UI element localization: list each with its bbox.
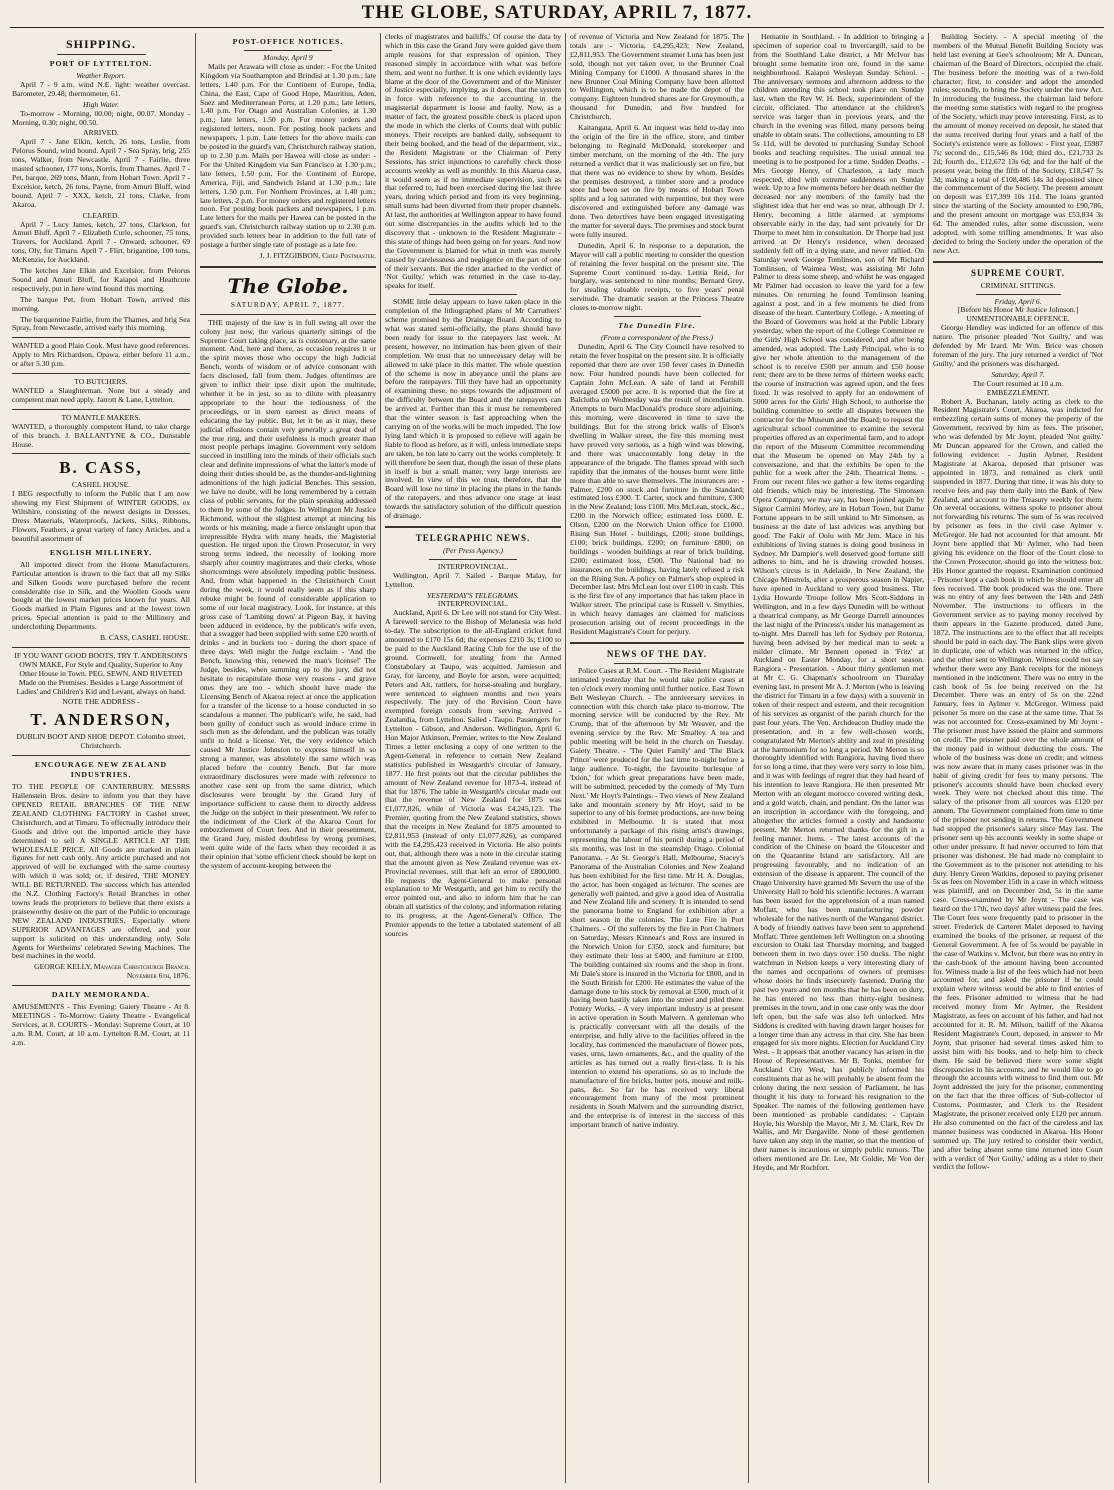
butchers-ad: WANTED a Slaughterman. None but a steady and competent man need apply. Jarrott & Lane, Lyttelton. xyxy=(12,386,190,404)
shipping-note: The barque Pet, from Hobart Town, arrived this morning. xyxy=(12,294,190,313)
dunedin-telegram: Dunedin, April 6. In response to a deputation, the Mayor will call a public meeting to consider the question of retaining the fever hospital on the present site. The Supreme Court continued to-day. Letitia Reid, for burglary, was sentenced to nine months; Bernard Grey, for stealing valuable receipts, to five years' penal servitude. The dramatic season at the Princess Theatre closes to-morrow night. xyxy=(570,240,744,313)
leader-article: THE majesty of the law is in full swing all over the colony just now, the various quarterly sittings of the Supreme Court taking place, as is customary, at the same moment. And, here and there, as occasion requires it or the spirit moves those who occupy the high Judicial Bench, words of wisdom or of advice consonant with facts disclosed, fall from them. Judges oftentimes are given to inflict their ipse dixit upon the multitude, whether it be in jest, so as to dilute with pleasantry appropriate to the hour the tediousness of the proceedings, or in stern earnest as direct means of educating the lay public. But, let it be as it may, these judicial effusions contain very generally a great deal of the true ring, and their usefulness is much greater than most people perhaps imagine. Government very seldom succeed in instilling into the minds of their officials such clear and definite impressions of what the latter's mode of doing their duties should be, as the thunder-and-lightning admonitions of the high judicial Benches. This session, we have no doubt, will be long remembered by a certain class of public servants, for the plain speaking addressed to them by some of the Judges. In Wellington Mr Justice Richmond, without the slightest attempt at mincing his words or his meaning, made a fierce onslaught upon that irrepressible Hydra with many heads, the Magisterial question. He urged upon the Crown Prosecutor, in very strong terms indeed, the necessity of looking more sharply after country magistrates and their clerks, whose shortcomings were absolutely impeding public business. And, from what happened in the Christchurch Court during the week, it would really seem as if this sharp rebuke might be found of considerable application to some of our local magistracy. Look, for instance, at this gross case of 'Lambing down' at Pigeon Bay, it having been adduced in evidence, by the publican's wife even, that a swagger had been supplied with some £20 worth of drinks - and in buckets too - during the short space of three days. Well might the Judge exclaim - 'And the Bench, knowing this, renewed the man's license!' The Judge, besides, when summing up to the jury, did not hesitate to recapitulate those very reasons - and grave ones they are too - which should have made the Licensing Bench of Akaroa reject at once the application for a transfer of the license to a house conducted in so scandalous a manner. The publican's wife, he said, had been guilty of conduct such as would induce crime in such men as the defendant, and the publican was totally unfit to hold a license. Yet, the very evidence which caused Mr Justice Johnston to express himself in so strong a manner, was absolutely the same which was placed before the country Bench. But far more extraordinary disclosures were made with reference to another case sent up from the same district, which disclosures were brought by the Grand Jury of importance sufficient to cause them to directly address the Judge on the subject in their presentment. We refer to the indictment of the Clerk of the Akaroa Court for embezzlement of Court fees. And in their presentment, the Grand Jury, misled doubtless by wrong premises, went quite wide of the facts when they recorded it as their opinion that 'some efficient check should be kept on the system of account-keeping between the xyxy=(200,317,376,871)
saturday-heading: Saturday, April 7. xyxy=(991,369,1045,379)
kaitangata-fire: Kaitangata, April 6. An inquest was held to-day into the origin of the fire in the office, store, and timber belonging to Reginald McDonald, storekeeper and timber merchant, on the morning of the 4th. The jury returned a verdict that it was maliciously set on fire, but that there was no evidence to show by whom. Besides the premises destroyed, a timber store and a produce store had been set on fire by means of Hobart Town splits and a log saturated with turpentine, but they were discovered and extinguished before any damage was done. Two detectives have been engaged investigating the matter for several days. The premises and stock burnt were fully insured. xyxy=(570,123,744,239)
telegraphic-heading: TELEGRAPHIC NEWS. xyxy=(415,532,531,543)
mantle-heading: TO MANTLE MAKERS. xyxy=(61,412,141,422)
memoranda-heading: DAILY MEMORANDA. xyxy=(51,990,151,1000)
press-agency: (Per Press Agency.) xyxy=(442,545,504,555)
millinery-heading: ENGLISH MILLINERY. xyxy=(49,547,153,557)
court-text-2: Robert A. Buchanan, lately acting as clerk to the Resident Magistrate's Court, Akaroa, was indicted for embezzling certain sums of money the property of the Government, received by him as fees. The prisoner, who was defended by Mr Joynt, pleaded 'Not guilty.' Mr Duncan appeared for the Crown, and called the following evidence: - Justin Aylmer, Resident Magistrate at Akaroa, deposed that prisoner was appointed in 1873, and remained as clerk until suspended in 1877. During that time, it was his duty to receive fees and pay them daily into the Bank of New Zealand, and account to the Treasury weekly for them. On several occasions, witness spoke to prisoner about not forwarding his returns. The sum of 5s was received by prisoner as fees in the civil case Aylmer v. McGregor. He had not accounted for that amount. Mr Joynt here applied that Mr Aylmer, who had been giving his evidence on the floor of the Court close to the Crown Prosecutor, should go into the witness box. His Honor granted the request. Examination continued - Prisoner kept a cash book in which he should enter all fees received. The book produced was the one. There was no entry of any fees between the 14th and 24th November. The instructions to officers in the Government service as to paying money received by them appears in the Gazette produced, dated June, 1872. The instructions are to the effect that all receipts should be paid in each day. The Bank slips were given in duplicate, one of which was returned in the office, and the other sent to Wellington. Witness could not say whether there were any Bank receipts for the moneys mentioned in the indictment. There was no entry in the cash book of 5s fee being received on the 1st December. There was an entry of 5s on the 22nd January, fees in Aylmer v. McGregor. Witness paid prisoner 5s more on the case at the same time. That 5s was not accounted for. Cross-examined by Mr Joynt - The prisoner must have issued the plaint and summons on credit. The prisoner paid over the whole amount of the money paid in without deducting the costs. The whole of the business was done on credit; and witness was now aware that in many cases prisoner was in the habit of giving credit for fees to many persons. The prisoner's accounts should have been checked every week. They were not checked about this time. The salary of the prisoner from all sources was £120 per annum. The Government complained from time to time of the prisoner not sending in returns. The Government had stopped the prisoner's salary since May last. The prisoner sent up his accounts weekly in some shape or other under pressure. It had never occurred to him that prisoner was dishonest. He had made no complaint to the Government as to the prisoner not attending to his duty. Henry Green Watkins, deposed to paying prisoner 5s as fees on November 15th in a case in which witness was plaintiff, and on December 2nd, 5s in the same case. Cross-examined by Mr Joynt - The case was heard on the 17th, two days' after witness paid the fees. The Court fees were frequently paid to prisoner in the street. Frederick de Carteret Malet deposed to having examined the books of the prisoner, at request of the General Government. A fee of 5s would be payable in the case of Watkins v. McIvor, but there was no entry in the cash-book of the amount having been accounted for. Witness made a list of the fees which had not been accounted for, and asked the prisoner if he could explain where witness would be able to find entries of the fees. Prisoner admitted to witness that he had received money from Mr Aylmer, the Resident Magistrate, as fees on account of his father, and had not accounted for it. R. M. Milson, bailiff of the Akaroa Resident Magistrate's Court, deposed, in answer to Mr Joynt, that prisoner had several times asked him to assist him with his books, and to help him to check them. He said he believed there were some slight discrepancies in his accounts, and he would like to go through the accounts with witness to find them out. Mr Joynt addressed the jury for the prisoner, commenting on the fact that the three offices of Sub-collector of Customs, Postmaster, and Clerk to the Resident Magistrate, the prisoner received only £120 per annum. He also commented on the fact of the careless and lax manner business was conducted in Akaroa. His Honor summed up. The jury retired to consider their verdict, and after being absent some time returned into Court with a verdict of 'Not Guilty,' adding as a rider to their verdict the follow- xyxy=(933,396,1103,1172)
anderson-name: T. ANDERSON, xyxy=(30,710,172,730)
weather-heading: Weather Report. xyxy=(76,71,126,80)
newspaper-title: The Globe. xyxy=(227,273,349,298)
friday-heading: Friday, April 6. xyxy=(994,296,1042,306)
anderson-ad: IF YOU WANT GOOD BOOTS, TRY T. ANDERSON'S OWN MAKE, For Style and Quality, Superior to Any Other House in Town. PEG, SEWN, AND RIVETED Made on the Premises. Besides a Large Assortment of Ladies' and Children's Kid and Levant, always on hand. xyxy=(14,650,188,696)
column-divider xyxy=(928,33,929,1483)
yesterday-heading: YESTERDAY'S TELEGRAMS. xyxy=(427,590,519,600)
wellington-telegram: Wellington, April 7. Sailed - Barque Malay, for Lyttelton. xyxy=(385,570,561,589)
encourage-ad: TO THE PEOPLE OF CANTERBURY. MESSRS Hallenstein Bros. desire to inform you that they have OPENED RETAIL BRANCHES OF THE NEW ZEALAND CLOTHING FACTORY in Cashel street, Christchurch, and at Timaru. To effectually introduce their Goods and drive out the imported article they have determined to sell A SINGLE ARTICLE AT THE WHOLESALE PRICE. All Goods are marked in plain figures for nett cash only. Any article purchased and not approved of will be exchanged with the same courtesy with which it was sold; or, if desired, THE MONEY WILL BE RETURNED. The success which has attended the N.Z. Clothing Factory's Retail Branches in other towns leads the proprietors to believe that there exists a praiseworthy desire on the part of the Public to encourage NEW ZEALAND INDUSTRIES, Especially where SUPERIOR ADVANTAGES are offered, and your support is solicited on this understanding only. Sole Agents for Wertheims' celebrated Sewing Machines. The best machines in the world. xyxy=(12,782,190,961)
cass-house: CASHEL HOUSE. xyxy=(71,480,131,490)
fire-heading: The Dunedin Fire. xyxy=(618,321,696,331)
encourage-signature: GEORGE KELLY, Manager Christchurch Branch. November 6th, 1876. xyxy=(34,962,190,981)
interprovincial-heading-2: INTERPROVINCIAL. xyxy=(437,599,509,609)
weather-report: April 7 - 9 a.m. wind N.E. light: weather overcast. Barometer, 29.48; thermometer, 61. xyxy=(12,79,190,98)
high-water-heading: High Water. xyxy=(82,99,119,109)
notices-day: Monday, April 9 xyxy=(263,53,313,62)
high-water-text: To-morrow - Morning, 00.00; night, 00.07. Monday - Morning, 0.30; night, 00.50. xyxy=(12,108,190,127)
interprovincial-heading: INTERPROVINCIAL. xyxy=(437,561,509,571)
offence-heading: UNMENTIONABLE OFFENCE. xyxy=(966,314,1070,324)
column-divider xyxy=(195,33,196,1483)
before-judge: [Before his Honor Mr Justice Johnson.] xyxy=(957,305,1079,315)
cass-name: B. CASS, xyxy=(59,458,143,478)
column-3 xyxy=(385,33,561,1483)
butchers-heading: TO BUTCHERS. xyxy=(74,377,128,387)
cleared-list: April 7 - Lucy James, ketch, 27 tons, Clarkson, for Amuri Bluff. April 7 - Elizabeth Curle, schooner, 75 tons, Travers, for Auckland. April 7 - Onward, schooner, 69 tons, Oly, for Timaru. April 7 - Flirt, brigantine, 100 tons, McKenzie, for Auckland. xyxy=(12,219,190,265)
notices-heading: POST-OFFICE NOTICES. xyxy=(232,37,344,46)
embezzlement-heading: EMBEZZLEMENT. xyxy=(986,387,1050,397)
supreme-court-heading: SUPREME COURT. xyxy=(970,267,1066,278)
column-4 xyxy=(570,33,744,1483)
column-divider xyxy=(748,33,749,1483)
criminal-heading: CRIMINAL SITTINGS. xyxy=(980,280,1056,290)
news-text: Police Cases at R.M. Court. - The Resident Magistrate intimated yesterday that he would take police cases at ten o'clock every morning until further notice. East Town Belt Wesleyan Church. - The anniversary services in connection with this church take place to-morrow. The morning service will be conducted by the Rev. Mr Crump, that of the afternoon by Mr Weaver, and the evening service by the Rev. Mr Smalley. A tea and public meeting will be held in the church on Tuesday. Gaiety Theatre. - 'The Quiet Family' and 'The Black Prince' were produced for the last time to-night before a large audience. To-night, the favourite burlesque of 'Ixion,' for which great preparations have been made, will be submitted, preceded by the comedy of 'My Turn Next.' Mr Hoyt's Paintings. - Two views of New Zealand lake and mountain scenery by Mr Hoyt, said to be superior to any of his former productions, are now being exhibited in Melbourne. It is stated that most unfortunately a package of this rising artist's drawings, representing the labour of his pencil during a period of six months, was lost in the steamship Otago. Colonial Panorama. - At St. George's Hall, Melbourne, Stacey's Panorama of the Australian Colonies and New Zealand has been exhibited for the first time. Mr H. A. Douglas, the actor, has been engaged as lecturer. The scenes are generally well painted, and give a good idea of Australia and New Zealand life and scenery. It is intended to send the panorama home to England for exhibition after a short season in the colonies. The Late Fire in Port Chalmers. - Of the sufferers by the fire in Port Chalmers on Saturday, Messrs Kinnear's and Ross are insured in the Norwich Union for £350, stock and furniture; but they estimate their loss at £400, and furniture at £100. The building contained six rooms and the shop in front. Mr Dale's store is insured in the Victoria for £800, and in the South British for £200. He estimates the value of the damage done to his stock by removal at £500, much of it having been hastily taken into the street and piled there. Pottery Works. - A very important industry is at present in active operation in South Malvern. A gentleman who is practically conversant with all the details of the enterprise, and fully alive to the facilities offered in the locality, has commenced the manufacture of flower pots, vases, urns, lawn ornaments, &c., and the quality of the articles as has turned out a really first-class. It is his intention to extend his operations, so as to include the manufacture of fire bricks, butter pots, mouse and milk-pans, &c. So far he has received very liberal encouragement from many of the most prominent residents in South Malvern and the surrounding district, and the enterprise is of interest in the success of this important branch of native industry. xyxy=(570,665,744,1130)
notices-signature: J. J. FITZGIBBON, Chief Postmaster. xyxy=(259,250,376,260)
column-divider xyxy=(380,33,381,1483)
notices-text: Mails per Arawata will close as under: - For the United Kingdom via Southampton and Brindisi at 1.30 p.m.; late letters, 1.40 p.m. For the Continent of Europe, India, China, the East, Cape of Good Hope, Mauritius, Aden, Suez and Mediterranean Ports, at 1.20 p.m.; late letters, 1.40 p.m. For Otago and Australian Colonies, at 1.30 p.m.; late letters, 1.50 p.m. For money orders and registered letters, noon. For posting book packets and newspapers, 1 p.m. Late letters for the above mails can be posted in the guard's van, Christchurch railway station, up to 2.30 p.m. Mails per Hawea will close as under: - For the United Kingdom via San Francisco at 1.30 p.m.; late letters, 1.50 p.m. For the Continent of Europe, America, Fiji, and Sandwich Island at 1.30 p.m.; late letters, 1.50 p.m. For Northern Provinces, at 1.40 p.m.; late letters, 2 p.m. For money orders and registered letters noon. For posting book packets and newspapers, 1 p.m. Late letters for the mails per Hawea can be posted in the guard's van, Christchurch railway station up to 2.30 p.m. provided such letters bear in addition to the full rate of postage a further single rate of postage as a late fee. xyxy=(200,61,376,250)
anderson-address: DUBLIN BOOT AND SHOE DEPOT. Colombo street, Christchurch. xyxy=(16,732,186,751)
building-society: Building Society. - A special meeting of the members of the Mutual Benefit Building Society was held last evening at Gee's schoolroom; Mr A. Duncan, chairman of the Board of Directors, occupied the chair. The business before the meeting was of a two-fold character; first, to consider and adopt the amended rules; secondly, to bring the Society under the new Act. In introducing the business, the chairman laid before the meeting some statistics with regard to the progress of the Society, which may prove interesting. First, as to the amount of money received on deposit, he stated that the sums received during four years and a half of the Society's existence were as follows: - First year, £5987 7s; second do., £15,546 8s 10d; third do., £21,733 2s 2d; fourth do., £12,672 13s 6d; and for the half of the present year, being the fifth of the Society, £18,547 5s 3d; making a total of £108,486 14s 3d deposited since the commencement of the Society. The present amount on deposit was £17,399 10s 11d. The loans granted since the starting of the Society amounted to £90,786, and the present amount on mortgage was £53,834 3s 6d. The amended rules, after some discussion, were adopted, with some trifling amendments. It was also decided to bring the Society under the operation of the new Act. xyxy=(933,33,1103,255)
shipping-note: The barquentine Fairlie, from the Thames, and brig Sea Spray, from Newcastle, arrived early this morning. xyxy=(12,314,190,333)
cass-ad: I BEG respectfully to inform the Public that I am now showing my First Shipment of WINTER GOODS, ex Wiltshire, consisting of the newest designs in Dresses, Dress Materials, Waterproofs, Jackets, Silks, Ribbons, Flowers, Feathers, a great variety of fancy Articles, and a beautiful assortment of xyxy=(12,489,190,543)
dateline: SATURDAY, APRIL 7, 1877. xyxy=(230,299,346,309)
shipping-heading: SHIPPING. xyxy=(65,37,136,51)
leader-continued: clerks of magistrates and bailiffs.' Of course the data by which in this case the Grand Jury were guided gave them ample reasons for that expression of opinion. They reasoned simply in accordance with what was before them, and went no further. It is one which evidently lays blame at the door of the Government and of the Minister of Justice especially, implying, as it does, that the system in force with reference to the accounting in the magisterial department is loose and faulty. Now, as a matter of fact, the greatest possible check is placed upon the mode in which the clerks of Courts deal with public moneys. Their receipts are banked daily, subsequent to their being booked, and the head of the department, viz., the Resident Magistrate or the Chairman of Petty Sessions, has strict injunctions to carefully check those accounts weekly as well as monthly. In this Akaroa case, it would seem as if no immediate supervision, such as that referred to, had been exercised during the last three years, during which period and from its very beginning, small sums had been diverted from their proper channels. At last, the authorities at Wellington appear to have found out some discrepancies in the audits which led to the discovery that - unknown to the Resident Magistrate - this state of things had been going on for years. And now the Government is blamed for what in truth was merely caused by carelessness and negligence on the part of one of their servants. But the rider attached to the verdict of 'Not Guilty,' which was returned in the case to-day, speaks for itself. xyxy=(385,33,561,291)
memoranda-text: AMUSEMENTS - This Evening: Gaiety Theatre - At 8. MEETINGS - To-Morrow: Gaiety Theatre - Evangelical Services, at 8. COURTS - Monday: Supreme Court, at 10 a.m. R.M. Court, at 10 a.m. Lyttelton R.M. Court, at 11 a.m. xyxy=(12,1002,190,1047)
masthead: THE GLOBE, SATURDAY, APRIL 7, 1877. xyxy=(361,2,753,23)
arrived-heading: ARRIVED. xyxy=(83,128,119,138)
mantle-ad: WANTED, a thoroughly competent Hand, to take charge of this branch. J. BALLANTYNE & CO., Dunstable House. xyxy=(12,421,190,449)
telegrams-text: Auckland, April 6. Dr Lee will not stand for City West. A farewell service to the Bishop of Melanesia was held to-day. The subscription to the all-England cricket fund amounted to £170 15s 6d; the expenses £210 3s; £100 to be paid to the Auckland Racing Club for the use of the ground. Cornwell, for stealing from the Armed Constabulary at Taupo, was acquitted. Jamieson and Gray, for larceny, and Boyle for arson, were acquitted; Peters and Alt, rattlers, for horse-stealing and burglary, were sentenced to eighteen months and two years respectively. The jury of the Revision Court have exempted foreign consuls from serving. Arrived - Zealandia, from Lyttelton. Sailed - Taupo. Passengers for Lyttelton - Gibson, and Anderson. Wellington, April 6. Hon Major Atkinson, Premier, writes to the New Zealand Times a letter enclosing a copy of one written to the Agent-General in reference to certain New Zealand statistics published in Westgarth's circular of January, 1877. He first points out that the circular publishes the amount of New Zealand revenue for 1873-4, instead of that for 1876. The table in Westgarth's circular made out that the revenue of New Zealand for 1875 was £1,077,826, while of Victoria was £4,245,123. The Premier, quoting from the New Zealand statistics, shows that the receipts in New Zealand for 1875 amounted to £2,811,953 (instead of only £1,077,826), as compared with the £4,295,423 received in Victoria. He also points out, that, although there was a note in the circular stating that the amount given as New Zealand revenue was ex-Provincial revenues, still that left an error of £800,000. He requests the Agent-General to make personal explanation to Mr Westgarth, and get him to rectify the error pointed out, and also to inform him that he can obtain all statistics of the colony, and information relating to its progress, at the Agent-General's Office. The Premier appends to the letter a tabulated statement of all sources xyxy=(385,608,561,938)
cleared-heading: CLEARED. xyxy=(82,210,120,220)
fire-subheading: (From a correspondent of the Press.) xyxy=(600,333,714,343)
local-news-text: Hematite in Southland. - In addition to bringing a specimen of superior coal to Invercargill, said to be from the Southland Lake district, a Mr McIvor has brought some hematite iron ore, found in the same neighbourhood. Kaiapoi Wesleyan Sunday School. - The anniversary sermons and afternoon address to the children attending this school took place on Sunday last, when the Rev W. H. Beck, superintendent of the circuit, officiated. The attendance at the children's service was larger than in previous years, and the church in the evening was filled, many persons being unable to obtain seats. The collections, amounting to £8 5s 11d, will be devoted to purchasing Sunday School books and teaching requisites. The usual annual tea meeting is to be postponed for a time. Sudden Deaths. - Mrs George Henry, of Charleston, a lady much respected, died with extreme suddenness on Sunday week. Up to a few moments before her death neither the deceased nor any members of the family had the slightest idea that her end was so near, although Dr J. Henry, becoming a little alarmed at symptoms observable early in the day, had sent privately for Dr Thorpe to meet him in consultation. Dr Thorpe had just arrived at Dr Henry's residence, when deceased suddenly fell off in a dying state, and never rallied. On Saturday week George Tomlinson, son of Mr Richard Tomlinson, of Waimea West, was assisting Mr John Palmer to dress some sheep, and whilst he was engaged Mr Palmer had occasion to leave the yard for a few minutes. On returning he found Tomlinson leaning against a post, and in a few moments he died from disease of the heart. Canterbury College. - A meeting of the Board of Governors was held at the Public Library yesterday, when the report of the College Committee re the Girls' High School was considered, and after being amended, was adopted. The Lady Principal, who is to give her whole attention to the management of the school is to receive £500 per annum and £50 house rent; there are to be three terms of thirteen weeks each; the course of instruction was agreed upon, and the fees fixed. It was resolved to apply for an endowment of 5000 acres for the Girls' High School, to authorise the building committee to settle all disputes between the contractor for the Museum and the Board; to request the agricultural school committee to examine the several properties offered as an experimental farm, and to adopt the report of the Museum Committee recommending that the Museum be opened on May 24th by a conversazione, and that the exhibits be open to the public for a week after the 24th. Theatrical Items. - From our recent files we gather a few items regarding old friends, which may be interesting. The Simonsen Opera Company, we may say, has been joined again by Signor Carmini Morley, are in Hobart Town, but Dame Fortune appears to be still unkind to Mr Simonsen, as business at the date of last advices was anything but good. The Fakir of Oolu with Mr Jem. Mace in his exhibitions of living statues is doing good business in Sydney. Mr Dampier's well deserved good fortune still adheres to him, and he is drawing crowded houses. Wilson's circus is in Adelaide. In New Zealand, the Chicago Minstrels, after a prosperous season in Napier, have opened in Auckland to very good business. The Lydia Howarde Troupe follow Mrs Scott-Siddons in Wellington, and in a few days Dunedin will be without a theatrical company, as Mr George Darrell announces the last night of the Princess's under his management as to-night. Mrs Darrell has left for Sydney per Rotorua, having been advised by her medical man to seek a milder climate. Mr Bennett opened in 'Fritz' at Auckland on Easter Monday, for a short season. Rangiora - Presentation. - About thirty gentlemen met at Mr C. G. Chapman's schoolroom on Thursday evening last, to present Mr A. J. Merton (who is leaving the district for Timaru in a few days) with a souvenir in token of their respect and esteem, and their recognition of his services as organist of the parish church for the past four years. The Ven. Archdeacon Dudley made the presentation, and in a few well-chosen words, congratulated Mr Merton's ability and zeal in presiding at the harmonium for so long a period. Mr Merton is so thoroughly identified with Rangiora, having lived there for so long a time, that they were very sorry to lose him, and it was with feelings of regret that they had heard of his intention to leave Rangiora. He then presented Mr Merton with an elegant morocco covered writing desk, and a gold watch, chain, and pendant. On the latter was an inscription in accordance with the foregoing, and altogether the articles formed a costly and handsome present. Mr Merton returned thanks for the gift in a feeling manner. Items. - The latest accounts of the condition of the Chinese on board the Gloucester and on the Quarantine Island are satisfactory. All are progressing favourably, and no indication of an extension of the disease is apparent. The council of the Otago University have granted Mr Severn the use of the University Hall to hold his scientific lectures. A warrant has been issued for the apprehension of a man named Moffatt, who has been manufacturing powder wholesale for the natives north of the Wanganui district. A body of friendly natives have been sent to apprehend Moffatt. Three gentlemen left Wellington on a shooting excursion to Otaki last Thursday morning, and bagged between them in two days over 150 ducks. The night watchman in Nelson keeps a very interesting diary of the names and occupations of owners of premises whose doors he finds insecurely fastened. During the past two years and ten months that he has been on duty, he has entered no less than thirty-eight business premises in the town, and in one case only was the door left open, but the safe was also left unlocked. Mrs Siddons is credited with having drawn larger houses for a longer time than any actress in that city. She has been engaged for six more nights. Election for Auckland City West. - It appears that another vacancy has arisen in the House of Representatives. Mr B. Tonks, member for Auckland City West, has publicly informed his constituents that as he will probably be absent from the colony during the next session of Parliament, he has thought it his duty to forward his resignation to the Speaker. The names of the following gentlemen have been mentioned as probable candidates: - Captain Hoyle, his Worship the Mayor, Mr J. M. Clark, Rev Dr Wallis, and Mr Dargaville. None of these gentlemen have taken any step in the matter, so that the mention of their names is incautious or simply public rumors. The others mentioned are Dr. Lee, Mr Goldie, Mr Von der Heyde, and Mr Rochfort. xyxy=(753,33,924,1173)
court-resumed: The Court resumed at 10 a.m. xyxy=(972,378,1064,388)
arrived-list: April 7 - Jane Elkin, ketch, 26 tons, Leslie, from Pelorus Sound, wind bound. April 7 - Sea Spray, brig, 255 tons, Walker, from Newcastle. April 7 - Fairlie, three masted schooner, 177 tons, Norris, from Thames. April 7 - Pet, barque, 269 tons, Mann, from Hobart Town. April 7 - Excelsior, ketch, 26 tons, Payne, from Amuri Bluff, wind bound. April 7 - XXX, ketch, 21 tons, Clarke, from Akaroa. xyxy=(12,137,190,209)
column-6 xyxy=(933,33,1103,1483)
millinery-text: All imported direct from the Home Manufacturers. Particular attention is drawn to the fact that all my Silks and Silken Goods were purchased before the recent considerable rise in Silk, and the Woollen Goods were bought at the lowest market prices known for years. All Goods marked in Plain Figures and at the lowest town prices. Special attention is paid to the Millinery and underclothing Departments. xyxy=(12,559,190,632)
column-divider xyxy=(565,33,566,1483)
masthead-rule xyxy=(10,27,1104,28)
court-text-1: George Hendley was indicted for an offence of this nature. The prisoner pleaded 'Not Guilty,' and was defended by Mr Izard. Mr Wm. Brice was chosen foreman of the jury. The jury returned a verdict of 'Not Guilty,' and the prisoners was discharged. xyxy=(933,323,1103,368)
revenue-continued: of revenue of Victoria and New Zealand for 1875. The totals are - Victoria, £4,295,423; New Zealand, £2,811,953. The Government steamer Luna has been just sold, though not yet taken over, to the Brunner Coal Mining Company for £1000. A thousand shares in the new Brunner Coal Mining Company have been allotted to Wellington, which is to be made the depot of the company. Eighteen hundred shares are for Greymouth, a thousand for Dunedin, and five hundred for Christchurch. xyxy=(570,33,744,122)
encourage-heading: ENCOURAGE NEW ZEALAND INDUSTRIES. xyxy=(34,760,168,780)
cass-signature: B. CASS, CASHEL HOUSE. xyxy=(99,633,190,643)
column-2 xyxy=(200,33,376,1483)
fire-text: Dunedin, April 6. The City Council have resolved to retain the fever hospital on the present site. It is officially reported that there are over 150 fever cases in Dunedin now. Four hundred pounds have been collected for Captain John McLean. A sale of land at Fernhill averaged £5000 per acre. It is reported that the fire at Balclutha on Wednesday was the result of incendiarism. Attempts to burn MacDonald's produce store adjoining, this morning, were discovered in time to save the buildings. But for the strong brick walls of Elson's dwelling in Walker street, the fire this morning must have proved very serious, as a high wind was blowing, and there was unaccountably long delay in the appearance of the brigade. The flames spread with such rapidity that the inmates of the houses burnt were little more than able to save themselves. The insurances are: - Palmer, £200 on stock and furniture in the Standard; estimated loss £300. T. Carter, stock and furniture, £300 in the New Zealand; loss £100. Mrs McLean, stock, &c., £200 in the Norwich office; estimated loss £600. E. Olson, £200 on the Norwich Union office for £1000. Rising Sun Hotel - buildings, £200; stone buildings, £100; brick buildings, £200; on furniture £800; on buildings - wooden buildings at rear of brick building, £200; estimated loss, £500. The National had no insurances on the buildings, having lately refused a risk on the Rising Sun. A policy on Palmer's shop expired in December last. Mrs McLean lost over £100 in cash. This is the first fire of any importance that has taken place in Walker street. The principal case is Russell v. Smythies, in which heavy damages are claimed for malicious prosecution arising out of recent proceedings in the Resident Magistrate's Court for perjury. xyxy=(570,342,744,636)
column-1 xyxy=(12,33,190,1483)
news-heading: NEWS OF THE DAY. xyxy=(606,648,708,659)
shipping-note: The ketches Jane Elkin and Excelsior, from Pelorus Sound and Amuri Bluff, for Kaiapoi and Heathcote respectively, put in here wind bound this morning. xyxy=(12,266,190,293)
wanted-cook-ad: WANTED a good Plain Cook. Must have good references. Apply to Mrs Richardson, Opawa, either before 11 a.m., or after 5.30 p.m. xyxy=(12,341,190,369)
port-heading: PORT OF LYTTELTON. xyxy=(49,59,153,68)
column-5 xyxy=(753,33,924,1483)
note-address: NOTE THE ADDRESS - xyxy=(62,697,140,707)
drainage-article: SOME little delay appears to have taken place in the completion of the lithographed plans of Mr Carruthers' scheme promised by the Drainage Board. According to what was stated semi-officially, the plans should have been ready for issue to the ratepayers last week. At present, however, no intimation has been given of their completion. We trust that no unnecessary delay will be allowed to take place in this matter. The whole question of the scheme is now in abeyance until the plans are before the ratepayers. Till they have had an opportunity of examining these, no steps towards the adjustment of the difficulty between the Board and the ratepayers can be arrived at. Further than this it must be remembered that the winter season is fast approaching when the carrying on of the works will be much impeded. The low lying land which it is proposed to relieve will again be liable to flood as before, as it will, unless immediate steps are taken, be too late to carry out the works completely. It will therefore be seen that, though the issue of these plans in itself is but a small matter, very large interests are involved. In view of this we trust, therefore, that the Board will lose no time in placing the plans in the hands of the ratepayers, and thus advance one stage at least towards the satisfactory solution of the difficult question of drainage. xyxy=(385,297,561,521)
